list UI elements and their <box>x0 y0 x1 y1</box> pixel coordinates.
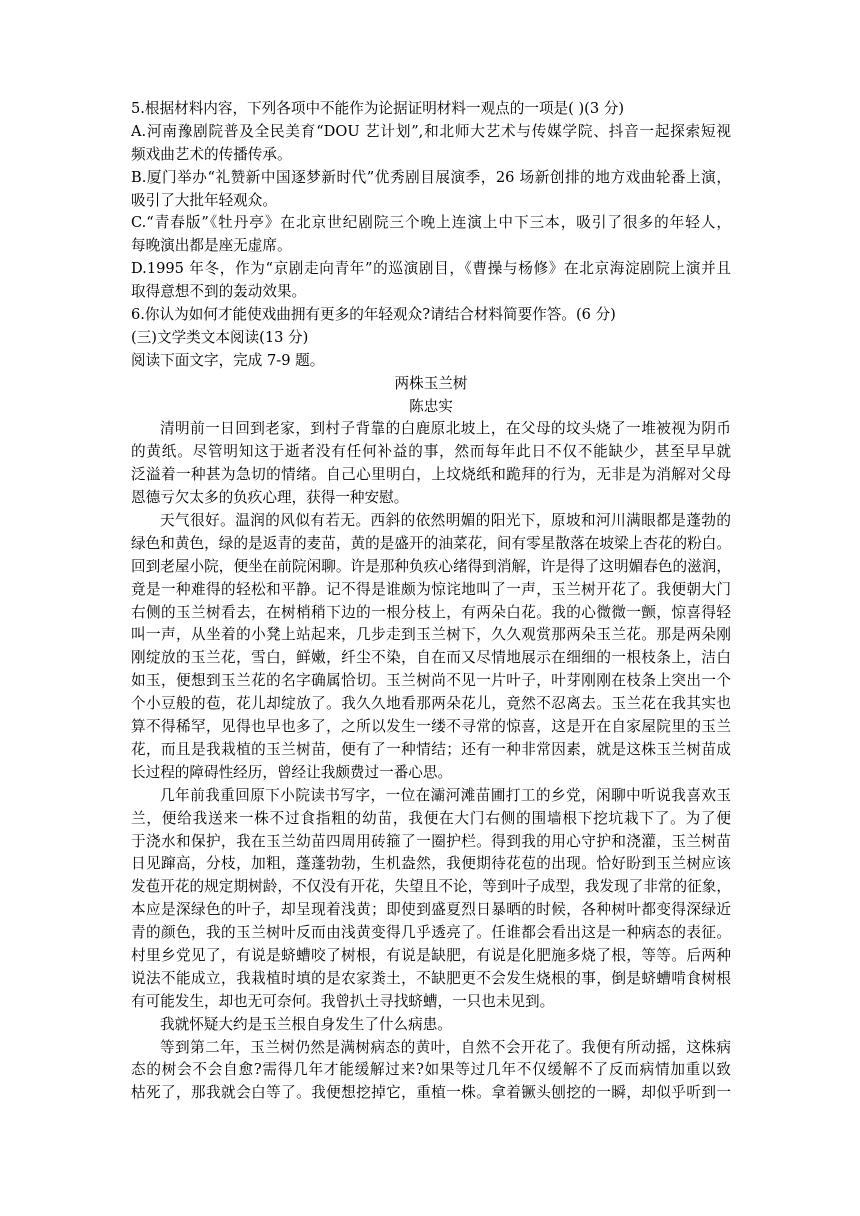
article-title: 两株玉兰树 <box>394 374 468 392</box>
paragraph-line: 花，而且是我栽植的玉兰树苗，便有了一种情结；还有一种非常因素，就是这株玉兰树苗成 <box>131 740 731 758</box>
option-line: 频戏曲艺术的传播传承。 <box>131 145 292 163</box>
paragraph-line: 村里乡党见了，有说是蛴螬咬了树根，有说是缺肥，有说是化肥施多烧了根，等等。后两种 <box>131 946 731 964</box>
question-5-option-b <box>131 167 731 213</box>
paragraph-line: 如玉，便想到玉兰花的名字确属恰切。玉兰树尚不见一片叶子，叶芽刚刚在枝条上突出一个 <box>131 672 731 690</box>
paragraph-line: 枯死了，那我就会白等了。我便想挖掉它，重植一株。拿着镢头刨挖的一瞬，却似乎听到一 <box>131 1084 731 1102</box>
question-6: 6.你认为如何才能使戏曲拥有更多的年轻观众?请结合材料简要作答。(6 分) <box>131 306 616 324</box>
article-paragraph-4 <box>131 1014 731 1037</box>
option-line: A.河南豫剧院普及全民美育“DOU 艺计划”,和北师大艺术与传媒学院、抖音一起探索短视 <box>131 122 731 140</box>
paragraph-line: 于浇水和保护，我在玉兰幼苗四周用砖箍了一圈护栏。得到我的用心守护和浇灌，玉兰树苗 <box>131 832 731 850</box>
question-5-option-c <box>131 212 731 258</box>
paragraph-line: 等到第二年，玉兰树仍然是满树病态的黄叶，自然不会开花了。我便有所动摇，这株病 <box>160 1038 731 1056</box>
option-line: B.厦门举办“礼赞新中国逐梦新时代”优秀剧目展演季，26 场新创排的地方戏曲轮番上演， <box>131 168 731 186</box>
article-paragraph-5 <box>131 1037 731 1106</box>
paragraph-line: 的黄纸。尽管明知这于逝者没有任何补益的事，然而每年此日不仅不能缺少，甚至早早就 <box>131 443 731 461</box>
section-heading: (三)文学类文本阅读(13 分) <box>131 328 309 346</box>
question-5-stem: 5.根据材料内容，下列各项中不能作为论据证明材料一观点的一项是( )(3 分) <box>131 100 625 117</box>
paragraph-line: 叫一声，从坐着的小凳上站起来，几步走到玉兰树下，久久观赏那两朵玉兰花。那是两朵刚 <box>131 626 731 644</box>
paragraph-line: 几年前我重回原下小院读书写字，一位在灞河滩苗圃打工的乡党，闲聊中听说我喜欢玉 <box>160 786 731 804</box>
article-paragraph-2 <box>131 510 731 785</box>
paragraph-line: 恩德亏欠太多的负疚心理，获得一种安慰。 <box>131 489 409 507</box>
paragraph-line: 泛溢着一种甚为急切的情绪。自己心里明白，上坟烧纸和跪拜的行为，无非是为消解对父母 <box>131 466 731 484</box>
paragraph-line: 清明前一日回到老家，到村子背靠的白鹿原北坡上，在父母的坟头烧了一堆被视为阴币 <box>160 420 731 438</box>
option-line: D.1995 年冬，作为“京剧走向青年”的巡演剧目，《曹操与杨修》在北京海淀剧院上演并且 <box>131 260 731 278</box>
paragraph-line: 我就怀疑大约是玉兰根自身发生了什么病患。 <box>160 1015 452 1033</box>
option-line: 吸引了大批年轻观众。 <box>131 191 277 209</box>
question-5-option-d <box>131 258 731 304</box>
option-line: C.“青春版”《牡丹亭》在北京世纪剧院三个晚上连演上中下三本，吸引了很多的年轻人， <box>131 214 731 232</box>
paragraph-line: 兰，便给我送来一株不过食指粗的幼苗，我便在大门右侧的围墙根下挖坑栽下了。为了便 <box>131 809 731 827</box>
paragraph-line: 刚绽放的玉兰花，雪白，鲜嫩，纤尘不染，自在而又尽情地展示在细细的一根枝条上，洁白 <box>131 649 731 667</box>
paragraph-line: 绿色和黄色，绿的是返青的麦苗，黄的是盛开的油菜花，间有零星散落在坡梁上杏花的粉白。 <box>131 534 731 552</box>
paragraph-line: 有可能发生，却也无可奈何。我曾扒土寻找蛴螬，一只也未见到。 <box>131 992 555 1010</box>
paragraph-line: 日见蹿高，分枝，加粗，蓬蓬勃勃，生机盎然，我便期待花苞的出现。恰好盼到玉兰树应该 <box>131 855 731 873</box>
reading-instruction: 阅读下面文字，完成 7-9 题。 <box>131 351 325 369</box>
paragraph-line: 右侧的玉兰树看去，在树梢稍下边的一根分枝上，有两朵白花。我的心微微一颤，惊喜得轻 <box>131 603 731 621</box>
article-paragraph-3 <box>131 785 731 1014</box>
paragraph-line: 青的颜色，我的玉兰树叶反而由浅黄变得几乎透亮了。任谁都会看出这是一种病态的表征。 <box>131 924 731 942</box>
paragraph-line: 天气很好。温润的风似有若无。西斜的依然明媚的阳光下，原坡和河川满眼都是蓬勃的 <box>160 512 731 530</box>
paragraph-line: 算不得稀罕，见得也早也多了，之所以发生一缕不寻常的惊喜，这是开在自家屋院里的玉兰 <box>131 718 731 736</box>
option-line: 每晚演出都是座无虚席。 <box>131 237 292 255</box>
article-author: 陈忠实 <box>409 397 453 415</box>
paragraph-line: 个小豆般的苞，花儿却绽放了。我久久地看那两朵花儿，竟然不忍离去。玉兰花在我其实也 <box>131 695 731 713</box>
paragraph-line: 说法不能成立，我栽植时填的是农家粪土，不缺肥更不会发生烧根的事，倒是蛴螬啃食树根 <box>131 969 731 987</box>
paragraph-line: 态的树会不会自愈?需得几年才能缓解过来?如果等过几年不仅缓解不了反而病情加重以致 <box>131 1061 731 1079</box>
option-line: 取得意想不到的轰动效果。 <box>131 283 307 301</box>
paragraph-line: 本应是深绿色的叶子，却呈现着浅黄；即使到盛夏烈日暴晒的时候，各种树叶都变得深绿近 <box>131 901 731 919</box>
paragraph-line: 长过程的障碍性经历，曾经让我颇费过一番心思。 <box>131 763 453 781</box>
question-5-option-a <box>131 121 731 167</box>
paragraph-line: 发苞开花的规定期树龄，不仅没有开花，失望且不论，等到叶子成型，我发现了非常的征象， <box>131 878 731 896</box>
article-paragraph-1 <box>131 418 731 510</box>
document-page <box>131 98 731 1105</box>
paragraph-line: 竟是一种难得的轻松和平静。记不得是谁颇为惊诧地叫了一声，玉兰树开花了。我便朝大门 <box>131 580 731 598</box>
paragraph-line: 回到老屋小院，便坐在前院闲聊。许是那种负疚心绪得到消解，许是得了这明媚春色的滋润， <box>131 557 731 575</box>
